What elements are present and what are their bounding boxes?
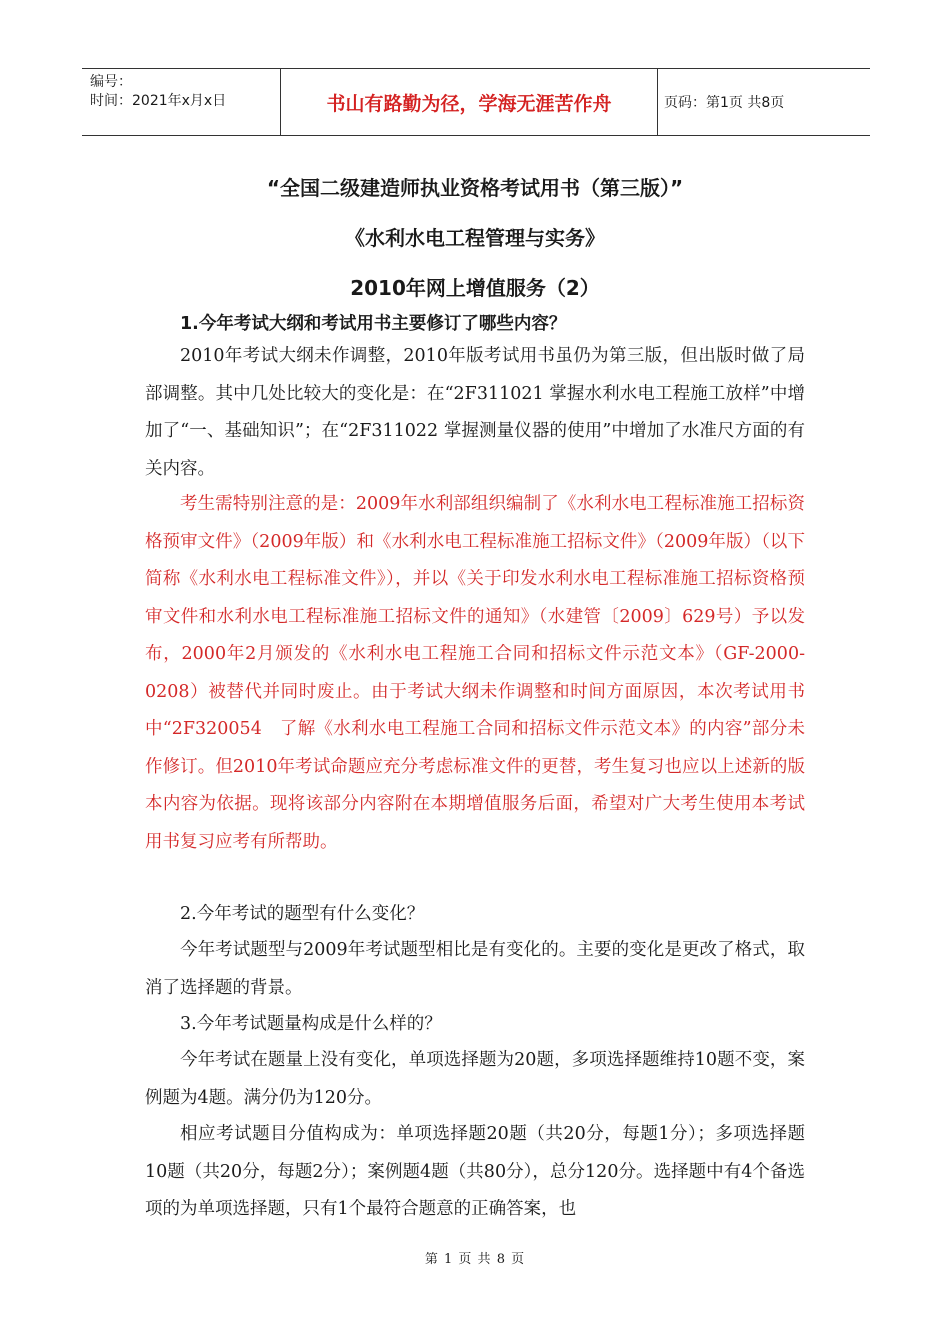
page-cell (658, 69, 870, 135)
motto-cell (280, 69, 658, 135)
title-line-2: 《水利水电工程管理与实务》 (345, 226, 605, 250)
page-label: 页码：第1页 共8页 (664, 95, 785, 111)
motto-text: 书山有路勤为径，学海无涯苦作舟 (326, 92, 612, 115)
answer-1-paragraph-1: 2010年考试大纲未作调整，2010年版考试用书虽仍为第三版，但出版时做了局部调整。其中几处比较大的变化是：在“2F311021 掌握水利水电工程施工放样”中增加了“一、基础知识”；在“2F311022 掌握测量仪器的使用”中增加了水准尺方面的有关内容。 (145, 346, 805, 479)
title-line-3: 2010年网上增值服务（2） (350, 276, 600, 300)
answer-1-paragraph-2-notice: 考生需特别注意的是：2009年水利部组织编制了《水利水电工程标准施工招标资格预审文件》（2009年版）和《水利水电工程标准施工招标文件》（2009年版）（以下简称《水利水电工程标准文件》），并以《关于印发水利水电工程标准施工招标资格预审文件和水利水电工程标准施工招标文件的通知》（水建管〔2009〕629号）予以发布，2000年2月颁发的《水利水电工程施工合同和招标文件示范文本》（GF-2000-0208）被替代并同时废止。由于考试大纲未作调整和时间方面原因，本次考试用书中“2F320054 了解《水利水电工程施工合同和招标文件示范文本》的内容”部分未作修订。但2010年考试命题应充分考虑标准文件的更替，考生复习也应以上述新的版本内容为依据。现将该部分内容附在本期增值服务后面，希望对广大考生使用本考试用书复习应考有所帮助。 (145, 494, 805, 852)
answer-3-paragraph-2: 相应考试题目分值构成为：单项选择题20题（共20分，每题1分）；多项选择题10题（共20分，每题2分）；案例题4题（共80分），总分120分。选择题中有4个备选项的为单项选择题，只有1个最符合题意的正确答案，也 (145, 1124, 805, 1219)
header-meta-cell (82, 69, 280, 135)
time-label: 时间：2021年x月x日 (90, 93, 227, 109)
answer-2: 今年考试题型与2009年考试题型相比是有变化的。主要的变化是更改了格式，取消了选择题的背景。 (145, 940, 805, 998)
page-footer: 第 1 页 共 8 页 (424, 1252, 526, 1267)
answer-3-paragraph-1: 今年考试在题量上没有变化，单项选择题为20题，多项选择题维持10题不变，案例题为4题。满分仍为120分。 (145, 1050, 805, 1108)
question-2: 2.今年考试的题型有什么变化？ (180, 904, 425, 924)
number-label: 编号： (90, 74, 132, 90)
question-1: 1.今年考试大纲和考试用书主要修订了哪些内容？ (180, 314, 567, 334)
header-table (82, 68, 870, 136)
title-line-1: “全国二级建造师执业资格考试用书（第三版）” (266, 176, 684, 200)
question-3: 3.今年考试题量构成是什么样的？ (180, 1014, 442, 1034)
